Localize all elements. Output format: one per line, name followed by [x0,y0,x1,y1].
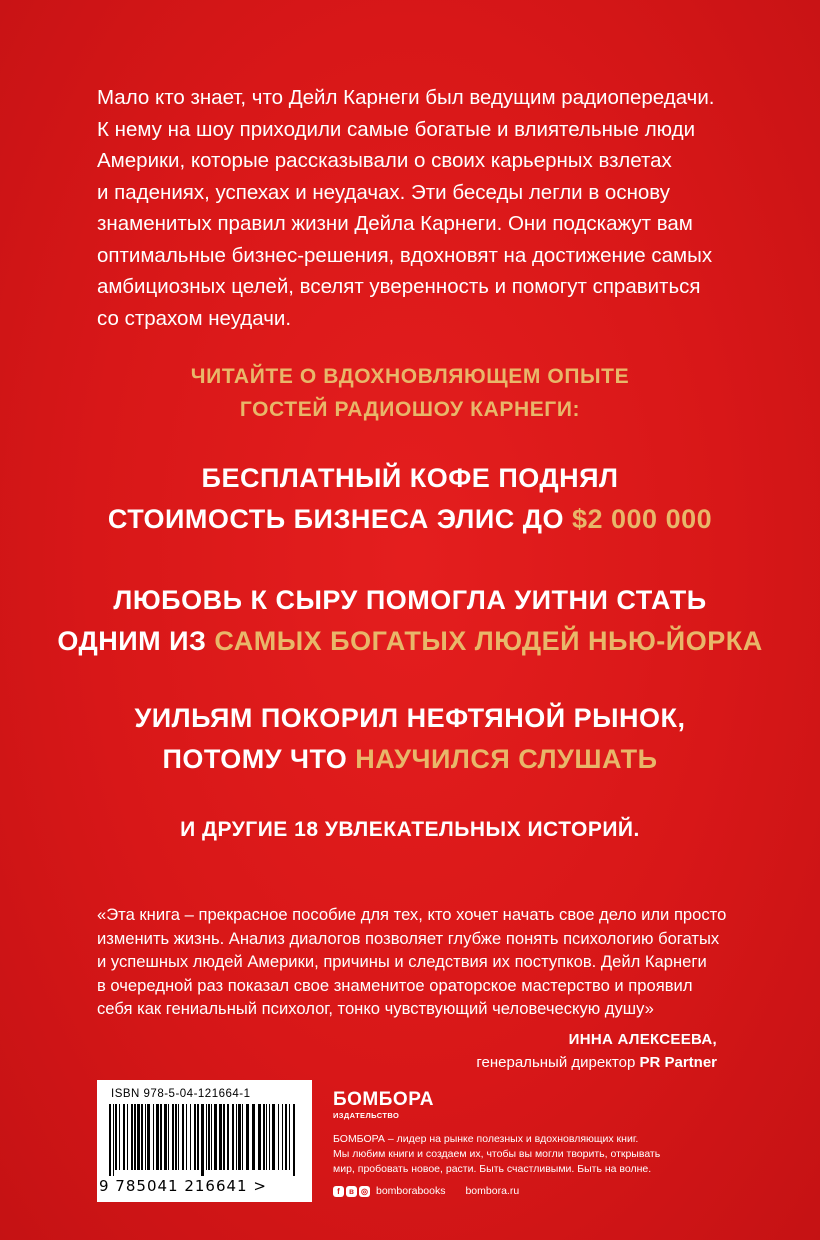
story-line [0,739,820,780]
author-company: PR Partner [639,1054,717,1071]
story-text: ОДНИМ ИЗ [57,626,215,656]
quote-line: себя как гениальный психолог, тонко чувствующий человеческую душу» [97,999,654,1019]
barcode-digits: 9 785041 216641 > [99,1177,267,1195]
barcode-bar [123,1104,125,1170]
intro-line: со страхом неудачи. [97,306,292,330]
publisher-block [333,1090,723,1197]
story-line: БЕСПЛАТНЫЙ КОФЕ ПОДНЯЛ [201,463,619,493]
intro-line: Америки, которые рассказывали о своих карьерных взлетах [97,149,672,172]
barcode-bar [201,1104,204,1176]
publisher-social [333,1185,723,1197]
other-stories-note: И ДРУГИЕ 18 УВЛЕКАТЕЛЬНЫХ ИСТОРИЙ. [180,818,640,841]
publisher-logo: БОМБОРА [333,1089,434,1110]
barcode-bar [109,1104,111,1176]
barcode-bar [194,1104,196,1170]
subheading-line: ЧИТАЙТЕ О ВДОХНОВЛЯЮЩЕМ ОПЫТЕ [190,365,630,388]
barcode-bar [258,1104,261,1170]
barcode-bar [285,1104,287,1170]
barcode-bar [211,1104,212,1170]
barcode-bar [197,1104,199,1170]
barcode-bar [127,1104,128,1170]
barcode-bar [137,1104,140,1170]
story-highlight: САМЫХ БОГАТЫХ ЛЮДЕЙ НЬЮ-ЙОРКА [214,626,763,656]
barcode-bar [289,1104,290,1170]
barcode-bar [156,1104,159,1170]
author-position [476,1051,717,1074]
intro-line: оптимальные бизнес-решения, вдохновят на достижение самых [97,243,713,267]
publisher-website[interactable]: bombora.ru [465,1185,520,1197]
barcode-bar [238,1104,241,1170]
isbn-number: ISBN 978-5-04-121664-1 [111,1088,251,1100]
facebook-icon[interactable]: f [333,1186,344,1197]
barcode-bar [145,1104,146,1170]
barcode-bar [147,1104,150,1170]
barcode-bar [252,1104,255,1170]
quote-line: и успешных людей Америки, причины и следствия их поступков. Дейл Карнеги [97,952,707,972]
intro-line: знаменитых правил жизни Дейла Карнеги. Они подскажут вам [97,212,693,235]
author-position-text: генеральный директор [476,1054,640,1071]
barcode-bar [131,1104,133,1170]
barcode-bar [172,1104,174,1170]
barcode-bar [236,1104,237,1170]
story-line: ЛЮБОВЬ К СЫРУ ПОМОГЛА УИТНИ СТАТЬ [113,585,707,615]
publisher-logo-subtitle: ИЗДАТЕЛЬСТВО [333,1111,400,1120]
story-headline-3 [0,698,820,780]
barcode-bar [282,1104,283,1170]
intro-line: амбициозных целей, вселят уверенность и помогут справиться [97,275,701,298]
barcode-bar [214,1104,217,1170]
author-name: ИННА АЛЕКСЕЕВА, [568,1031,717,1048]
barcode-bar [208,1104,210,1170]
barcode-bar [190,1104,191,1170]
barcode-bar [206,1104,207,1170]
barcode-bar [269,1104,270,1170]
barcode-bar [266,1104,267,1170]
barcode-bar [115,1104,117,1170]
publisher-desc-line: мир, пробовать новое, расти. Быть счастливыми. Быть на волне. [333,1163,652,1175]
story-line [0,621,820,662]
intro-line: К нему на шоу приходили самые богатые и влиятельные люди [97,117,696,141]
instagram-icon[interactable]: ◎ [359,1186,370,1197]
quote-author [476,1028,717,1074]
story-text: СТОИМОСТЬ БИЗНЕСА ЭЛИС ДО [107,504,572,534]
barcode-bars [109,1104,299,1176]
barcode-bar [182,1104,184,1170]
intro-line: Мало кто знает, что Дейл Карнеги был ведущим радиопередачи. [97,86,715,109]
story-highlight: $2 000 000 [571,504,713,534]
social-handle[interactable]: bomborabooks [376,1185,446,1197]
barcode-bar [168,1104,169,1170]
publisher-description [333,1132,723,1177]
barcode-bar [175,1104,177,1170]
barcode-bar [134,1104,136,1170]
barcode-bar [272,1104,275,1170]
barcode-bar [227,1104,229,1170]
quote-line: в очередной раз показал свое знаменитое ораторское мастерство и проявил [97,975,693,995]
barcode-bar [160,1104,162,1170]
barcode-bar [293,1104,295,1176]
barcode-bar [186,1104,187,1170]
section-subheading [0,360,820,426]
barcode-bar [113,1104,114,1176]
barcode-bar [164,1104,167,1170]
barcode-bar [153,1104,154,1170]
story-highlight: НАУЧИЛСЯ СЛУШАТЬ [355,744,658,774]
barcode-bar [278,1104,279,1170]
quote-line: изменить жизнь. Анализ диалогов позволяет глубже понять психологию богатых [97,928,720,948]
barcode-bar [246,1104,249,1170]
barcode-bar [141,1104,143,1170]
intro-paragraph [97,82,747,334]
vk-icon[interactable]: в [346,1186,357,1197]
barcode-bar [232,1104,234,1170]
barcode-bar [178,1104,179,1170]
barcode-bar [119,1104,120,1170]
story-headline-1 [0,458,820,540]
story-headline-2 [0,580,820,662]
publisher-desc-line: БОМБОРА – лидер на рынке полезных и вдохновляющих книг. [333,1133,639,1145]
subheading-line: ГОСТЕЙ РАДИОШОУ КАРНЕГИ: [239,398,581,421]
barcode-bar [219,1104,222,1170]
barcode-bar [242,1104,243,1170]
story-line [0,499,820,540]
barcode-bar [223,1104,225,1170]
testimonial-quote [97,903,737,1021]
quote-line: «Эта книга – прекрасное пособие для тех, кто хочет начать свое дело или просто [97,905,727,924]
story-line: УИЛЬЯМ ПОКОРИЛ НЕФТЯНОЙ РЫНОК, [134,703,686,733]
story-text: ПОТОМУ ЧТО [162,744,356,774]
intro-line: и падениях, успехах и неудачах. Эти беседы легли в основу [97,180,670,204]
barcode-bar [263,1104,265,1170]
isbn-barcode [97,1080,312,1202]
publisher-desc-line: Мы любим книги и создаем их, чтобы вы могли творить, открывать [333,1148,661,1160]
